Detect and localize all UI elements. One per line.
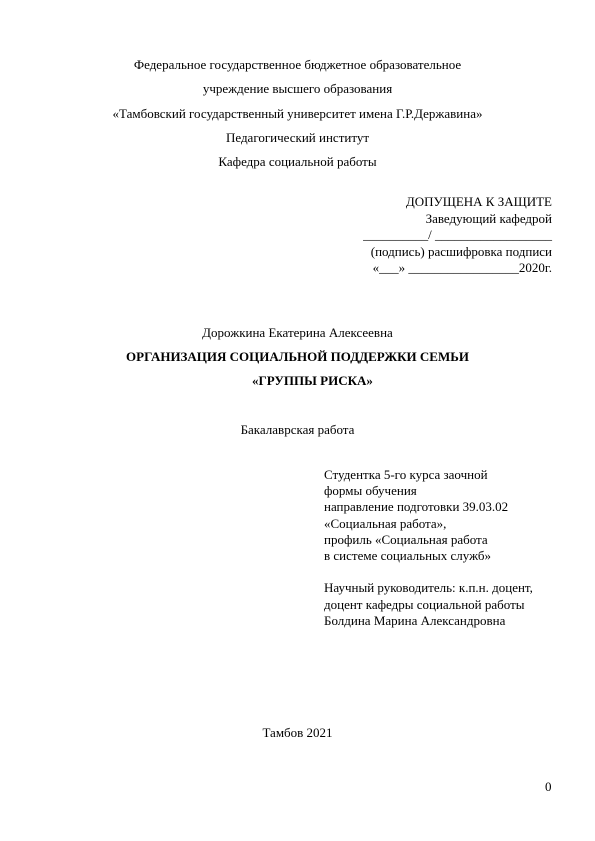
- institution-line-2: учреждение высшего образования: [202, 81, 393, 96]
- signature-line: __________/ __________________: [363, 227, 552, 242]
- author-name: Дорожкина Екатерина Алексеевна: [202, 325, 393, 340]
- department-name: Кафедра социальной работы: [218, 154, 377, 169]
- city-year: Тамбов 2021: [262, 725, 333, 740]
- student-info-line: в системе социальных служб»: [324, 548, 492, 563]
- supervisor-name: Болдина Марина Александровна: [324, 613, 506, 628]
- signature-caption: (подпись) расшифровка подписи: [370, 244, 552, 259]
- page-number: 0: [545, 779, 552, 794]
- student-info-line: направление подготовки 39.03.02: [324, 499, 509, 514]
- thesis-title-line-1: ОРГАНИЗАЦИЯ СОЦИАЛЬНОЙ ПОДДЕРЖКИ СЕМЬИ: [126, 349, 469, 364]
- approval-title: ДОПУЩЕНА К ЗАЩИТЕ: [405, 194, 552, 209]
- institution-line-1: Федеральное государственное бюджетное образовательное: [133, 57, 462, 72]
- institute-name: Педагогический институт: [225, 130, 370, 145]
- thesis-title-line-2: «ГРУППЫ РИСКА»: [252, 373, 373, 388]
- approval-date-line: «___» _________________2020г.: [372, 260, 552, 275]
- student-info-line: Студентка 5-го курса заочной: [324, 467, 488, 482]
- university-name: «Тамбовский государственный университет имена Г.Р.Державина»: [112, 106, 483, 121]
- student-info-line: формы обучения: [324, 483, 417, 498]
- supervisor-info-line: доцент кафедры социальной работы: [324, 597, 525, 612]
- student-info-line: профиль «Социальная работа: [324, 532, 488, 547]
- supervisor-info-line: Научный руководитель: к.п.н. доцент,: [324, 580, 533, 595]
- work-type: Бакалаврская работа: [240, 422, 355, 437]
- student-info-line: «Социальная работа»,: [324, 516, 447, 531]
- approval-role: Заведующий кафедрой: [425, 211, 552, 226]
